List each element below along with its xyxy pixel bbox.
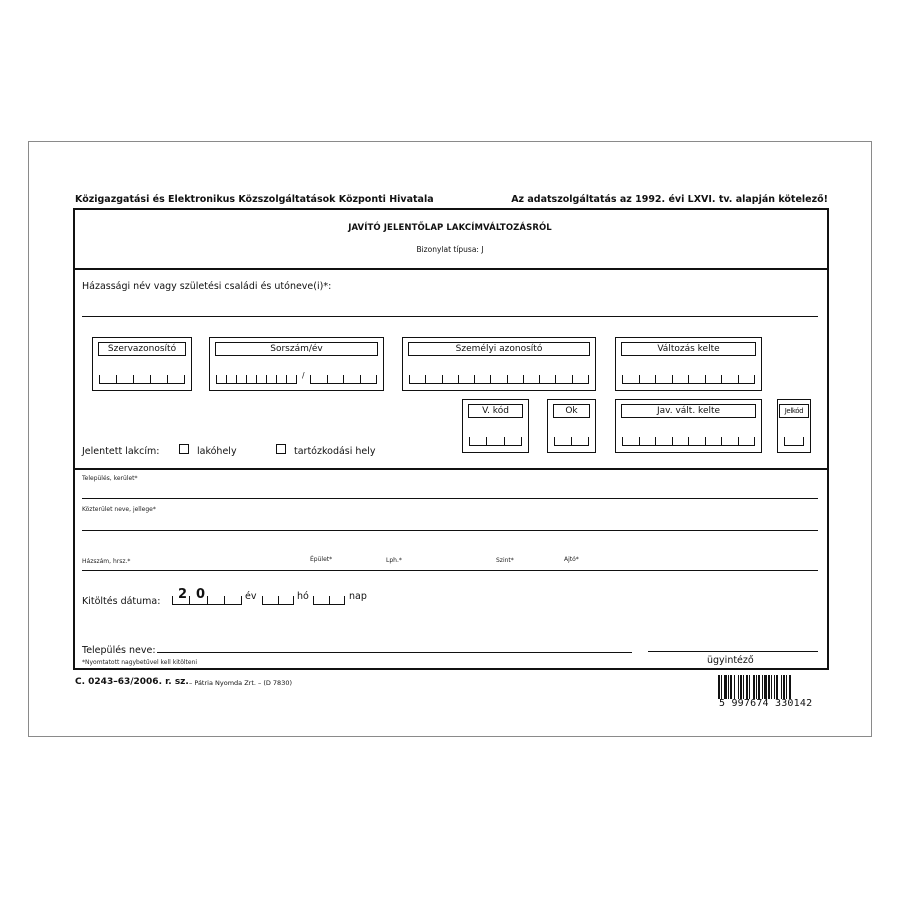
barcode-bar [738, 675, 739, 699]
barcode-bar [776, 675, 778, 699]
barcode-bar [774, 675, 775, 699]
reason-comb [554, 437, 589, 446]
day-input[interactable] [313, 596, 345, 605]
serial-year-box[interactable] [209, 337, 384, 391]
jelkod-label: Jelkód [779, 404, 809, 418]
corrected-change-date-label: Jav. vált. kelte [621, 404, 756, 418]
barcode-bars [717, 675, 829, 699]
month-input[interactable] [262, 596, 294, 605]
v-code-label: V. kód [468, 404, 523, 418]
temporary-stay-checkbox[interactable] [276, 444, 286, 454]
reason-label: Ok [553, 404, 590, 418]
year-comb [310, 375, 377, 384]
form-title: JAVÍTÓ JELENTŐLAP LAKCÍMVÁLTOZÁSRÓL [348, 223, 552, 233]
settlement-district-label: Település, kerület* [82, 475, 138, 482]
corrected-change-date-comb [622, 437, 755, 446]
v-code-box[interactable] [462, 399, 529, 453]
building-label: Épület* [310, 556, 333, 563]
residence-checkbox[interactable] [179, 444, 189, 454]
v-code-comb [469, 437, 522, 446]
floor-label: Szint* [496, 557, 514, 564]
org-id-label: Szervazonosító [98, 342, 186, 356]
jelkod-box[interactable] [777, 399, 811, 453]
door-label: Ajtó* [564, 556, 579, 563]
barcode-bar [743, 675, 744, 699]
barcode-bar [728, 675, 729, 699]
barcode-bar [749, 675, 750, 699]
barcode-bar [783, 675, 785, 699]
house-number-label: Házszám, hrsz.* [82, 558, 131, 565]
change-date-label: Változás kelte [621, 342, 756, 356]
house-number-line[interactable] [82, 570, 818, 571]
year-digit-2: 0 [196, 587, 206, 602]
barcode-number: 5 997674 330142 [719, 698, 813, 709]
personal-id-box[interactable] [402, 337, 596, 391]
settlement-name-label: Település neve: [82, 645, 156, 656]
document-type: Bizonylat típusa: J [416, 245, 484, 254]
footnote: *Nyomtatott nagybetűvel kell kitölteni [82, 659, 198, 666]
barcode-bar [768, 675, 770, 699]
barcode-bar [730, 675, 732, 699]
barcode [717, 675, 829, 709]
staircase-label: Lph.* [386, 557, 402, 564]
barcode-bar [718, 675, 720, 699]
org-id-box[interactable] [92, 337, 192, 391]
title-divider [73, 268, 829, 270]
printer-info: – Pátria Nyomda Zrt. – (D 7830) [189, 679, 293, 687]
year-digit-1: 2 [178, 587, 188, 602]
year-input[interactable] [172, 596, 242, 605]
barcode-bar [746, 675, 748, 699]
signature-line[interactable] [648, 651, 818, 652]
jelkod-comb [784, 437, 804, 446]
barcode-bar [789, 675, 791, 699]
barcode-bar [721, 675, 722, 699]
personal-id-label: Személyi azonosító [408, 342, 590, 356]
reported-address-label: Jelentett lakcím: [82, 446, 160, 457]
barcode-bar [764, 675, 767, 699]
day-word: nap [349, 591, 367, 602]
public-space-label: Közterület neve, jellege* [82, 506, 156, 513]
org-id-comb [99, 375, 185, 384]
barcode-bar [758, 675, 760, 699]
barcode-bar [762, 675, 763, 699]
settlement-district-line[interactable] [82, 498, 818, 499]
barcode-bar [781, 675, 782, 699]
serial-separator: / [302, 371, 305, 380]
corrected-change-date-box[interactable] [615, 399, 762, 453]
issuing-authority: Közigazgatási és Elektronikus Közszolgáltatások Központi Hivatala [75, 194, 434, 205]
year-word: év [245, 591, 257, 602]
barcode-bar [740, 675, 742, 699]
barcode-bar [753, 675, 755, 699]
settlement-name-line[interactable] [157, 652, 632, 653]
clerk-label: ügyintéző [707, 655, 754, 666]
serial-year-label: Sorszám/év [215, 342, 378, 356]
change-date-comb [622, 375, 755, 384]
temporary-stay-option-label: tartózkodási hely [294, 446, 376, 457]
name-label: Házassági név vagy születési családi és utóneve(i)*: [82, 281, 332, 292]
barcode-bar [771, 675, 772, 699]
residence-option-label: lakóhely [197, 446, 237, 457]
name-field-line[interactable] [82, 316, 818, 317]
serial-comb [216, 375, 297, 384]
change-date-box[interactable] [615, 337, 762, 391]
address-divider [73, 468, 829, 470]
barcode-bar [756, 675, 757, 699]
barcode-bar [786, 675, 787, 699]
barcode-bar [724, 675, 727, 699]
completion-date-label: Kitöltés dátuma: [82, 596, 161, 607]
reason-box[interactable] [547, 399, 596, 453]
public-space-line[interactable] [82, 530, 818, 531]
barcode-bar [734, 675, 735, 699]
legal-notice: Az adatszolgáltatás az 1992. évi LXVI. tv. alapján kötelező! [511, 194, 828, 205]
form-code: C. 0243–63/2006. r. sz. [75, 677, 189, 687]
month-word: hó [297, 591, 309, 602]
personal-id-comb [409, 375, 589, 384]
